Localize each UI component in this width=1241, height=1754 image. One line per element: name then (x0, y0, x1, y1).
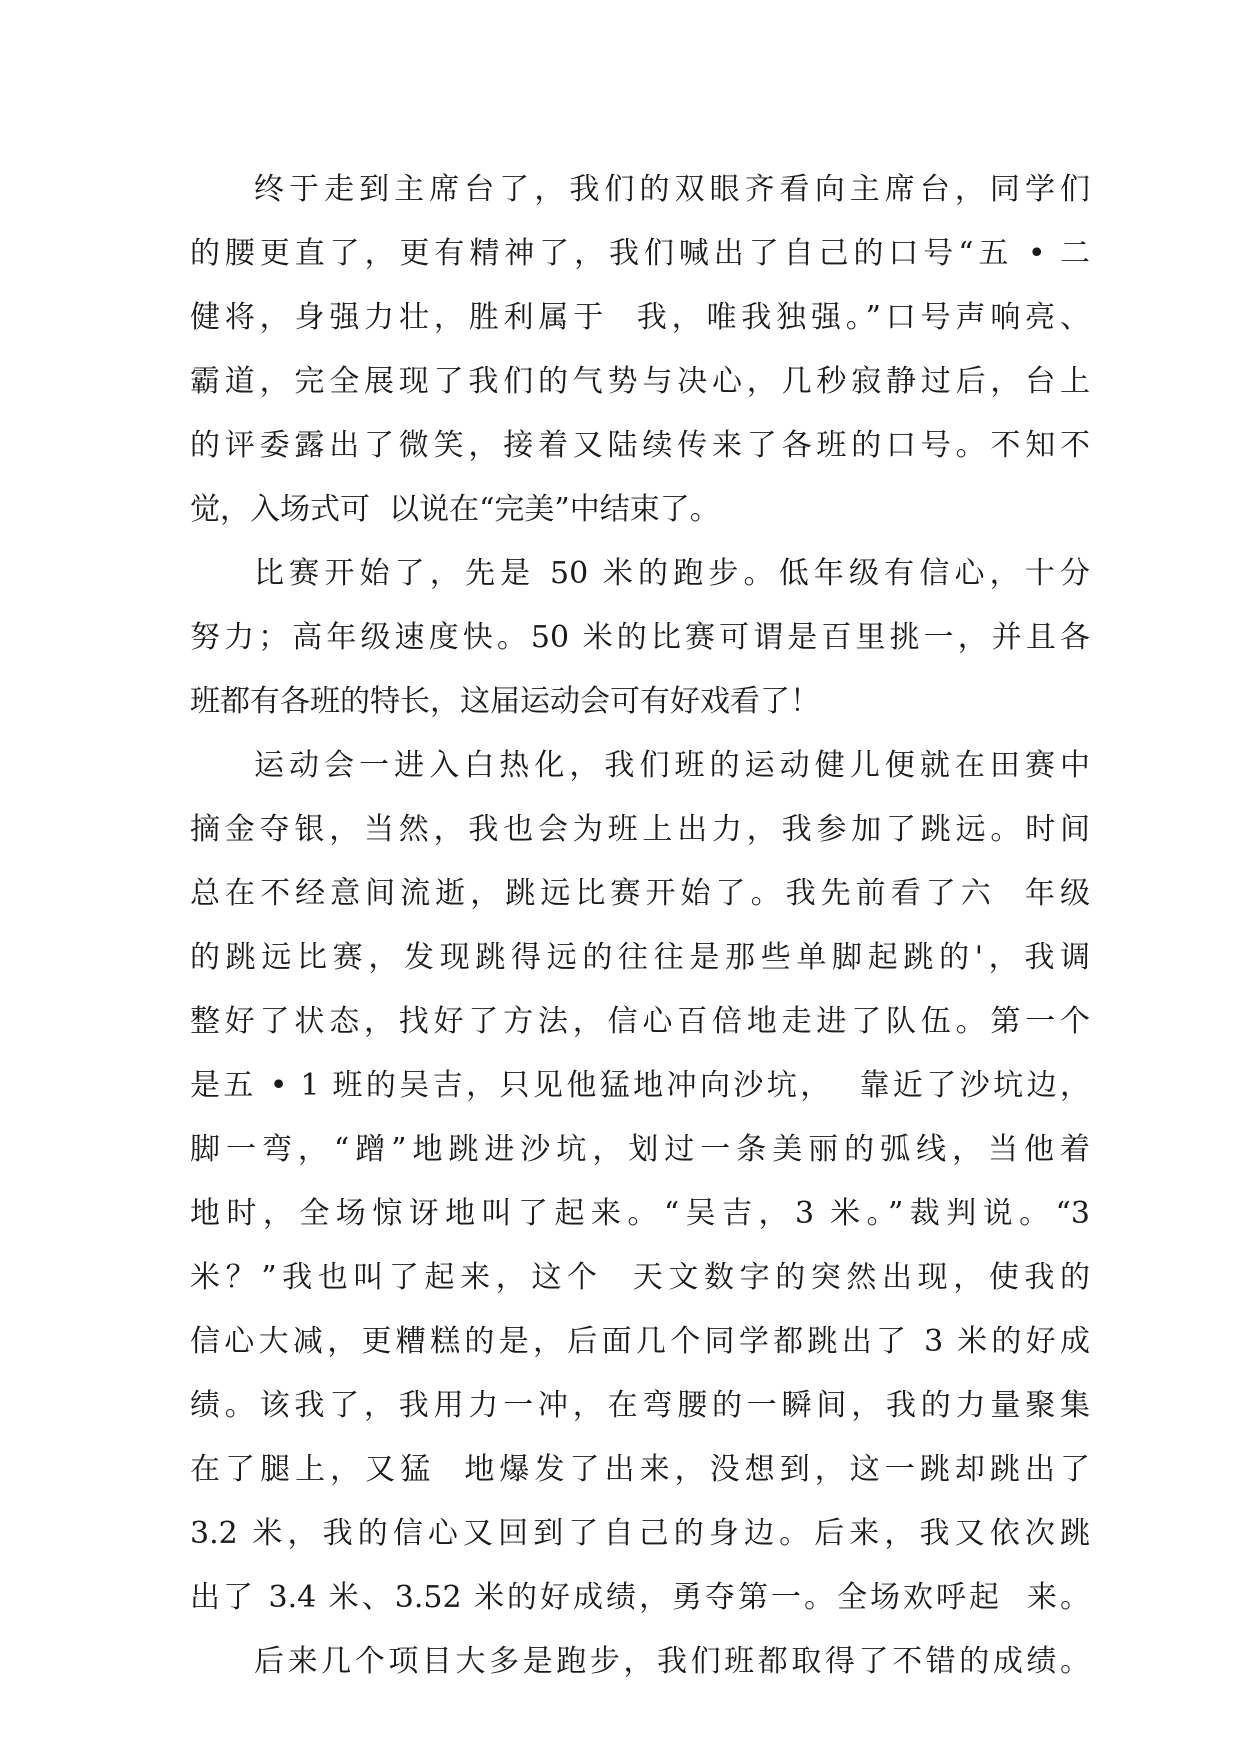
paragraph-3-line-14: 出了 3.4 米、3.52 米的好成绩，勇夺第一。全场欢呼起 来。 (190, 1580, 1090, 1615)
paragraph-1-line-6: 觉，入场式可 以说在“完美”中结束了。 (190, 492, 720, 527)
paragraph-1-line-2: 的腰更直了，更有精神了，我们喊出了自己的口号“五 • 二 (190, 236, 1090, 271)
paragraph-3-line-6: 是五 • 1 班的吴吉，只见他猛地冲向沙坑， 靠近了沙坑边， (190, 1068, 1090, 1103)
paragraph-2-line-2: 努力；高年级速度快。50 米的比赛可谓是百里挑一，并且各 (190, 620, 1090, 655)
paragraph-2-line-1: 比赛开始了，先是 50 米的跑步。低年级有信心，十分 (254, 556, 1090, 591)
paragraph-1-line-3: 健将，身强力壮，胜利属于 我，唯我独强。”口号声响亮、 (190, 300, 1090, 335)
paragraph-3-line-1: 运动会一进入白热化，我们班的运动健儿便就在田赛中 (254, 748, 1090, 783)
paragraph-3-line-4: 的跳远比赛，发现跳得远的往往是那些单脚起跳的'，我调 (190, 940, 1090, 975)
paragraph-3-line-11: 绩。该我了，我用力一冲，在弯腰的一瞬间，我的力量聚集 (190, 1388, 1090, 1423)
paragraph-1-line-4: 霸道，完全展现了我们的气势与决心，几秒寂静过后，台上 (190, 364, 1090, 399)
paragraph-3-line-8: 地时，全场惊讶地叫了起来。“吴吉，3 米。”裁判说。“3 (190, 1196, 1090, 1231)
paragraph-3-line-7: 脚一弯，“蹭”地跳进沙坑，划过一条美丽的弧线，当他着 (190, 1132, 1090, 1167)
body-text (190, 158, 1090, 1694)
paragraph-1-line-5: 的评委露出了微笑，接着又陆续传来了各班的口号。不知不 (190, 428, 1090, 463)
paragraph-3-line-9: 米？”我也叫了起来，这个 天文数字的突然出现，使我的 (190, 1260, 1090, 1295)
paragraph-3-line-12: 在了腿上，又猛 地爆发了出来，没想到，这一跳却跳出了 (190, 1452, 1090, 1487)
paragraph-3-line-5: 整好了状态，找好了方法，信心百倍地走进了队伍。第一个 (190, 1004, 1090, 1039)
paragraph-4-line-1: 后来几个项目大多是跑步，我们班都取得了不错的成绩。 (254, 1644, 1090, 1679)
paragraph-3-line-2: 摘金夺银，当然，我也会为班上出力，我参加了跳远。时间 (190, 812, 1090, 847)
paragraph-3-line-10: 信心大减，更糟糕的是，后面几个同学都跳出了 3 米的好成 (190, 1324, 1090, 1359)
paragraph-3-line-13: 3.2 米，我的信心又回到了自己的身边。后来，我又依次跳 (190, 1516, 1090, 1551)
paragraph-3-line-3: 总在不经意间流逝，跳远比赛开始了。我先前看了六 年级 (190, 876, 1090, 911)
paragraph-1-line-1: 终于走到主席台了，我们的双眼齐看向主席台，同学们 (254, 172, 1090, 207)
paragraph-2-line-3: 班都有各班的特长，这届运动会可有好戏看了！ (190, 684, 820, 719)
